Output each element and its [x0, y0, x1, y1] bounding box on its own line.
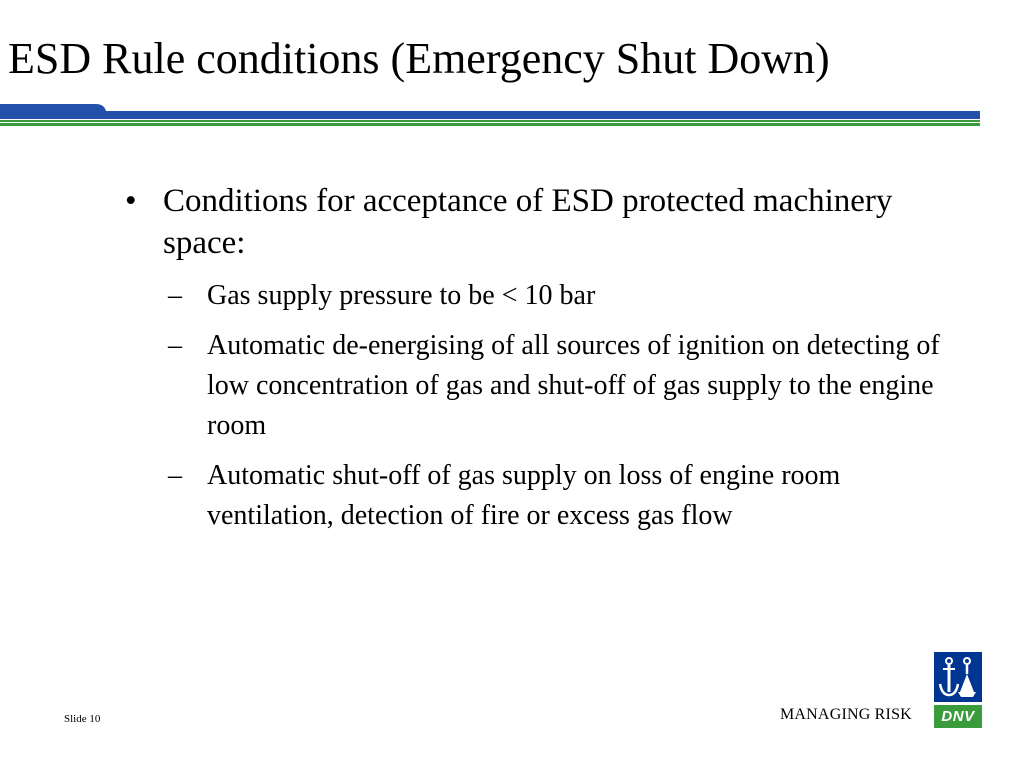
sub-bullet-list: [125, 276, 945, 536]
sub-bullet-mark: –: [168, 330, 182, 361]
slide-number: Slide 10: [64, 713, 101, 725]
title-divider: [0, 100, 980, 128]
sub-bullet-text: Automatic de-energising of all sources of ignition on detecting of low concentration of gas and shut-off of gas supply to the engine room: [207, 330, 940, 441]
tagline: MANAGING RISK: [780, 706, 912, 723]
sub-bullet-item: [168, 456, 945, 536]
sub-bullet-text: Gas supply pressure to be < 10 bar: [207, 280, 596, 311]
sub-bullet-item: [168, 326, 945, 446]
sub-bullet-mark: –: [168, 460, 182, 491]
logo-wordmark: DNV: [934, 705, 982, 728]
sub-bullet-item: [168, 276, 945, 316]
anchor-and-ship-emblem-icon: [934, 652, 982, 702]
dnv-logo: [934, 652, 982, 728]
bullet-text: Conditions for acceptance of ESD protected machinery space:: [163, 183, 893, 261]
bullet-mark: •: [125, 183, 137, 219]
slide-title: ESD Rule conditions (Emergency Shut Down): [8, 34, 830, 83]
sub-bullet-text: Automatic shut-off of gas supply on loss of engine room ventilation, detection of fire or excess gas flow: [207, 460, 841, 531]
sub-bullet-mark: –: [168, 280, 182, 311]
bullet-item: [125, 180, 945, 264]
logo-emblem: [934, 652, 982, 702]
slide-body: [125, 180, 945, 546]
